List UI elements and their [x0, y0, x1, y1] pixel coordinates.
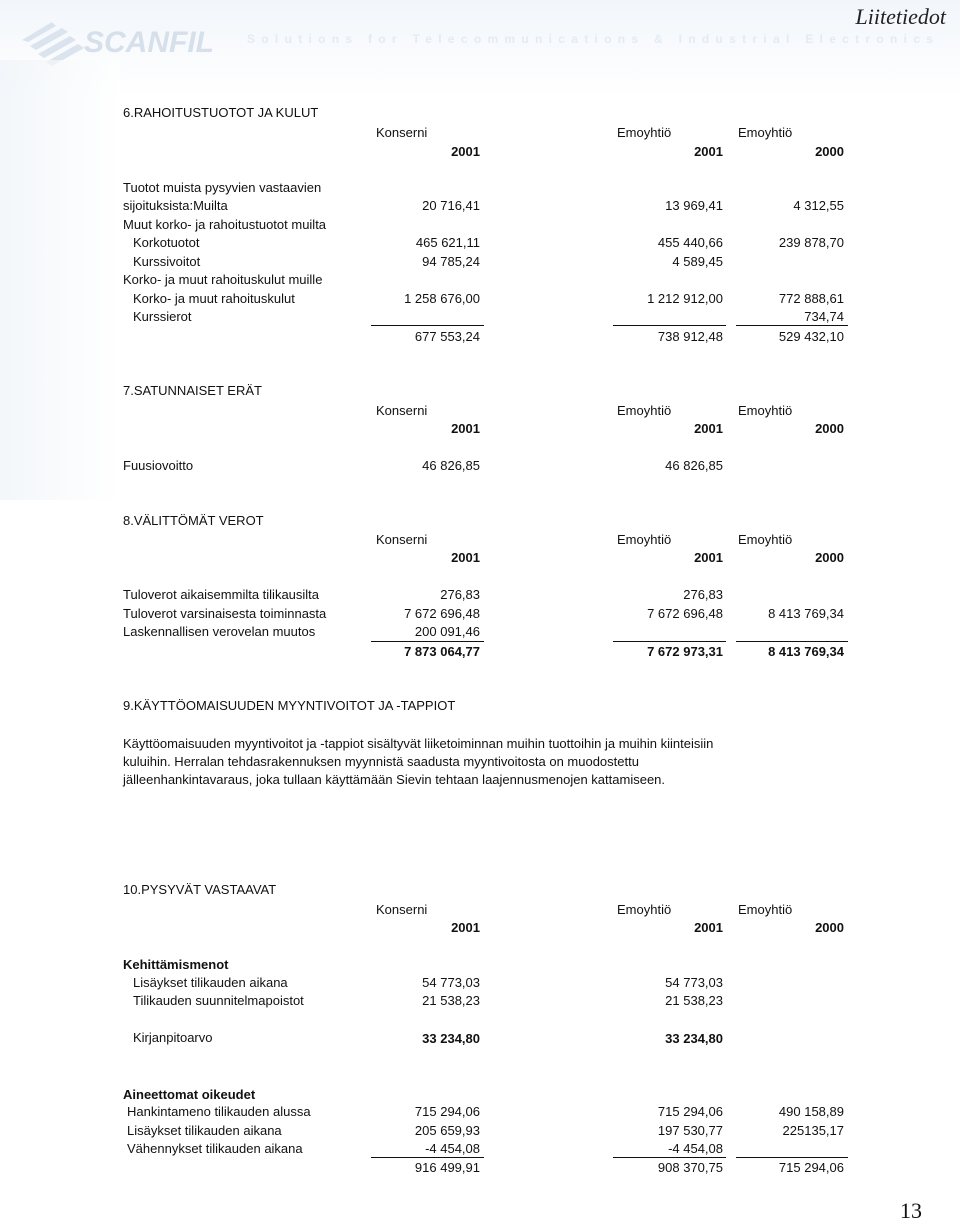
column-header-konserni: Konserni: [376, 125, 428, 140]
section-title: 9.KÄYTTÖOMAISUUDEN MYYNTIVOITOT JA -TAPPIOT: [123, 698, 456, 713]
column-header-emoyhtio: Emoyhtiö: [738, 125, 793, 140]
value-emoyhtio-2001: 46 826,85: [665, 458, 723, 473]
section-title: 6.RAHOITUSTUOTOT JA KULUT: [123, 105, 319, 120]
paragraph-line: jälleenhankintavaraus, joka tullaan käyttämään Sievin tehtaan laajennusmenojen kattamiseen.: [123, 772, 666, 787]
subsection-heading: Aineettomat oikeudet: [123, 1087, 256, 1102]
total-emoyhtio-2001: 738 912,48: [657, 329, 723, 344]
page-number: 13: [900, 1198, 922, 1223]
row-label: Kurssierot: [133, 309, 192, 324]
row-label: Tilikauden suunnitelmapoistot: [133, 993, 304, 1008]
row-label: Hankintameno tilikauden alussa: [127, 1104, 311, 1119]
total-emoyhtio-2001: 908 370,75: [657, 1160, 723, 1175]
value-emoyhtio-2000: 490 158,89: [778, 1104, 844, 1119]
total-konserni-2001: 7 873 064,77: [404, 644, 480, 659]
column-header-emoyhtio: Emoyhtiö: [617, 125, 672, 140]
value-emoyhtio-2000: 225135,17: [782, 1123, 844, 1138]
value-konserni-2001: 200 091,46: [414, 624, 480, 639]
sum-rule: [371, 641, 484, 642]
value-konserni-2001: -4 454,08: [425, 1141, 480, 1156]
column-header-year: 2001: [451, 920, 480, 935]
sum-rule: [736, 325, 848, 326]
value-konserni-2001: 276,83: [440, 587, 480, 602]
row-label: Muut korko- ja rahoitustuotot muilta: [123, 217, 327, 232]
column-header-konserni: Konserni: [376, 532, 428, 547]
column-header-year: 2001: [694, 144, 723, 159]
row-label: Kirjanpitoarvo: [133, 1030, 213, 1045]
column-header-konserni: Konserni: [376, 902, 428, 917]
header-tagline: Solutions for Telecommunications & Industrial Electronics: [247, 32, 940, 46]
value-emoyhtio-2000: 734,74: [804, 309, 844, 324]
column-header-konserni: Konserni: [376, 403, 428, 418]
sum-rule: [613, 1157, 726, 1158]
column-header-year: 2001: [451, 550, 480, 565]
value-emoyhtio-2000: 239 878,70: [778, 235, 844, 250]
row-label: Vähennykset tilikauden aikana: [127, 1141, 303, 1156]
value-konserni-2001: 54 773,03: [422, 975, 480, 990]
total-emoyhtio-2000: 715 294,06: [778, 1160, 844, 1175]
sum-rule: [371, 1157, 484, 1158]
page-header: [0, 0, 960, 100]
paragraph-line: kuluihin. Herralan tehdasrakennuksen myynnistä saadusta myyntivoitosta on muodostettu: [123, 754, 639, 769]
value-emoyhtio-2001: 715 294,06: [657, 1104, 723, 1119]
value-konserni-2001: 21 538,23: [422, 993, 480, 1008]
value-emoyhtio-2001: 13 969,41: [665, 198, 723, 213]
value-konserni-2001: 20 716,41: [422, 198, 480, 213]
row-label: Tuloverot aikaisemmilta tilikausilta: [123, 587, 320, 602]
column-header-emoyhtio: Emoyhtiö: [617, 902, 672, 917]
value-emoyhtio-2000: 4 312,55: [793, 198, 844, 213]
value-emoyhtio-2001: 276,83: [683, 587, 723, 602]
row-label: Korko- ja muut rahoituskulut: [133, 291, 295, 306]
sum-rule: [736, 641, 848, 642]
row-label: Tuloverot varsinaisesta toiminnasta: [123, 606, 327, 621]
section-title: 8.VÄLITTÖMÄT VEROT: [123, 513, 264, 528]
value-emoyhtio-2000: 8 413 769,34: [768, 606, 844, 621]
column-header-year: 2001: [694, 550, 723, 565]
page-title: Liitetiedot: [855, 4, 946, 29]
value-emoyhtio-2000: 772 888,61: [778, 291, 844, 306]
value-konserni-2001: 46 826,85: [422, 458, 480, 473]
value-emoyhtio-2001: 1 212 912,00: [647, 291, 723, 306]
row-label: Fuusiovoitto: [123, 458, 194, 473]
column-header-emoyhtio: Emoyhtiö: [738, 403, 793, 418]
value-emoyhtio-2001: 21 538,23: [665, 993, 723, 1008]
value-konserni-2001: 465 621,11: [415, 235, 480, 250]
column-header-emoyhtio: Emoyhtiö: [738, 532, 793, 547]
row-label: Korkotuotot: [133, 235, 200, 250]
column-header-year: 2001: [451, 421, 480, 436]
value-konserni-2001: 205 659,93: [414, 1123, 480, 1138]
value-konserni-2001: 715 294,06: [414, 1104, 480, 1119]
row-label: Korko- ja muut rahoituskulut muille: [123, 272, 323, 287]
sum-rule: [613, 641, 726, 642]
column-header-year: 2000: [815, 144, 844, 159]
total-konserni-2001: 677 553,24: [414, 329, 480, 344]
column-header-year: 2001: [694, 920, 723, 935]
row-label: Lisäykset tilikauden aikana: [127, 1123, 282, 1138]
section-title: 7.SATUNNAISET ERÄT: [123, 383, 262, 398]
side-decoration: [0, 60, 120, 500]
column-header-year: 2000: [815, 920, 844, 935]
row-label: Kurssivoitot: [133, 254, 201, 269]
value-emoyhtio-2001: 197 530,77: [657, 1123, 723, 1138]
subsection-heading: Kehittämismenot: [123, 957, 229, 972]
value-konserni-2001: 1 258 676,00: [404, 291, 480, 306]
value-konserni-2001: 7 672 696,48: [404, 606, 480, 621]
value-emoyhtio-2001: 4 589,45: [672, 254, 723, 269]
total-emoyhtio-2001: 7 672 973,31: [647, 644, 723, 659]
total-emoyhtio-2000: 529 432,10: [778, 329, 844, 344]
column-header-year: 2001: [451, 144, 480, 159]
value-emoyhtio-2001: 33 234,80: [665, 1031, 723, 1046]
column-header-year: 2000: [815, 421, 844, 436]
value-konserni-2001: 94 785,24: [422, 254, 480, 269]
row-label: sijoituksista:Muilta: [123, 198, 228, 213]
value-emoyhtio-2001: 54 773,03: [665, 975, 723, 990]
column-header-year: 2001: [694, 421, 723, 436]
column-header-emoyhtio: Emoyhtiö: [738, 902, 793, 917]
column-header-emoyhtio: Emoyhtiö: [617, 532, 672, 547]
value-emoyhtio-2001: -4 454,08: [668, 1141, 723, 1156]
total-emoyhtio-2000: 8 413 769,34: [768, 644, 844, 659]
section-title: 10.PYSYVÄT VASTAAVAT: [123, 882, 277, 897]
column-header-emoyhtio: Emoyhtiö: [617, 403, 672, 418]
column-header-year: 2000: [815, 550, 844, 565]
sum-rule: [736, 1157, 848, 1158]
value-emoyhtio-2001: 7 672 696,48: [647, 606, 723, 621]
value-konserni-2001: 33 234,80: [422, 1031, 480, 1046]
paragraph-line: Käyttöomaisuuden myyntivoitot ja -tappiot sisältyvät liiketoiminnan muihin tuottoihin ja muihin kiinteisiin: [123, 736, 714, 751]
sum-rule: [613, 325, 726, 326]
total-konserni-2001: 916 499,91: [414, 1160, 480, 1175]
value-emoyhtio-2001: 455 440,66: [657, 235, 723, 250]
row-label: Tuotot muista pysyvien vastaavien: [123, 180, 322, 195]
row-label: Lisäykset tilikauden aikana: [133, 975, 288, 990]
section-paragraph: [123, 735, 813, 789]
sum-rule: [371, 325, 484, 326]
svg-text:SCANFIL: SCANFIL: [84, 26, 214, 59]
row-label: Laskennallisen verovelan muutos: [123, 624, 316, 639]
